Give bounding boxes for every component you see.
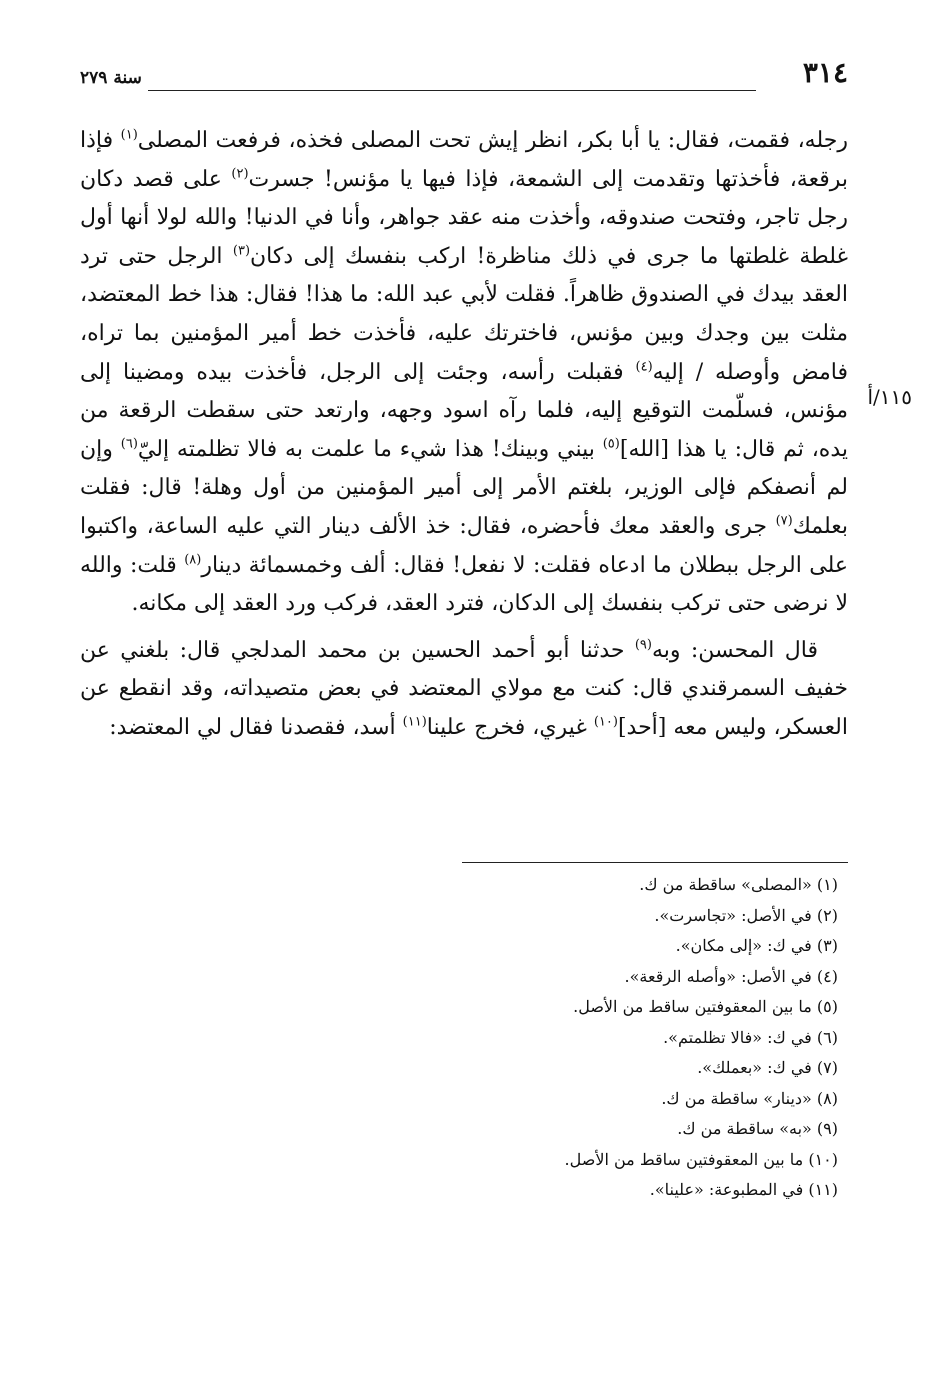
footnote-9: (٩) «به» ساقطة من ك.	[677, 1119, 838, 1138]
footnote-1: (١) «المصلى» ساقطة من ك.	[639, 875, 838, 894]
margin-folio-note: ١١٥/أ	[867, 385, 912, 409]
footnotes	[80, 870, 848, 1206]
text-segment: غيري، فخرج علينا	[426, 714, 594, 740]
footnote-ref-1: (١)	[120, 127, 138, 143]
footnote-ref-2: (٢)	[231, 166, 249, 182]
footnote-ref-8: (٨)	[184, 552, 202, 568]
footnote-7: (٧) في ك: «بعملك».	[697, 1058, 838, 1077]
text-segment: على قصد دكان رجل تاجر، وفتحت صندوقه، وأخذت منه عقد جواهر، وأنا في الدنيا! والله لولا أنها أول غلطة غلطتها ما جرى في ذلك مناظرة! اركب بنفسك إلى دكان	[80, 166, 849, 269]
footnote-11: (١١) في المطبوعة: «علينا».	[649, 1180, 838, 1199]
footnote-ref-5: (٥)	[602, 436, 620, 452]
text-segment: أسد، فقصدنا فقال لي المعتضد:	[109, 714, 403, 740]
footnote-8: (٨) «دينار» ساقطة من ك.	[661, 1088, 838, 1108]
text-segment: حدثنا أبو أحمد الحسين بن محمد المدلجي قال: بلغني عن خفيف السمرقندي قال: كنت مع مولاي المعتضد في بعض متصيداته، وقد انقطع عن العسكر، وليس معه [أحد]	[80, 637, 848, 740]
footnote-4: (٤) في الأصل: «وأصله الرقعة».	[624, 966, 838, 986]
footnote-2: (٢) في الأصل: «تجاسرت».	[654, 905, 838, 925]
footnote-ref-6: (٦)	[120, 436, 138, 452]
footnote-ref-10: (١٠)	[593, 714, 618, 730]
paragraph-2	[80, 632, 848, 748]
footnote-ref-3: (٣)	[232, 243, 251, 259]
main-text	[80, 122, 848, 748]
page-number: ٣١٤	[802, 56, 848, 89]
text-segment: الرجل حتى ترد العقد بيدك في الصندوق ظاهراً. فقلت لأبي عبد الله: ما هذا! فقال: هذا خط المعتضد، مثلت بين وجدك وبين مؤنس، فاخترتك عليه، فأخذت خط أمير المؤمنين بما تراه، فامض وأوصله / إليه	[80, 243, 848, 385]
footnote-ref-7: (٧)	[775, 513, 793, 529]
footnote-separator	[462, 862, 848, 863]
footnote-3: (٣) في ك: «إلى مكان».	[675, 936, 838, 955]
footnote-ref-11: (١١)	[402, 714, 427, 730]
text-segment: فإذا برقعة، فأخذتها وتقدمت إلى الشمعة، فإذا فيها يا مؤنس! جسرت	[80, 128, 848, 192]
text-segment: قلت: والله لا نرضى حتى تركب بنفسك إلى الدكان، فترد العقد، فركب ورد العقد إلى مكانه.	[80, 552, 848, 617]
text-segment: رجله، فقمت، فقال: يا أبا بكر، انظر إيش تحت المصلى فخذه، فرفعت المصلى	[137, 128, 848, 153]
footnote-6: (٦) في ك: «فالا تظلمتم».	[663, 1027, 838, 1047]
paragraph-1	[80, 122, 848, 624]
footnote-5: (٥) ما بين المعقوفتين ساقط من الأصل.	[573, 997, 838, 1016]
text-segment: بيني وبينك! هذا شيء ما علمت به فالا تظلمته إليّ	[137, 436, 603, 462]
footnote-10: (١٠) ما بين المعقوفتين ساقط من الأصل.	[564, 1149, 838, 1169]
text-segment: وإن لم أنصفكم فإلى الوزير، بلغتم الأمر إلى أمير المؤمنين من أول وهلة! قال: فقلت بعلمك	[80, 436, 848, 539]
footnote-ref-9: (٩)	[634, 637, 652, 653]
text-segment: قال المحسن: وبه	[651, 637, 818, 663]
header-rule	[148, 90, 756, 91]
year-label: سنة ٢٧٩	[80, 68, 142, 88]
text-segment: جرى والعقد معك فأحضره، فقال: خذ الألف دينار التي عليه الساعة، واكتبوا على الرجل ببطلان ما ادعاه فقلت: لا نفعل! فقال: ألف وخمسمائة دينار	[80, 513, 848, 578]
running-header	[80, 56, 848, 96]
footnote-ref-4: (٤)	[635, 359, 653, 375]
text-segment: فقبلت رأسه، وجئت إلى الرجل، فأخذت بيده ومضينا إلى مؤنس، فسلّمت التوقيع إليه، فلما رآه اسود وجهه، وارتعد حتى سقطت الرقعة من يده، ثم قال: يا هذا [الله]	[80, 359, 848, 462]
